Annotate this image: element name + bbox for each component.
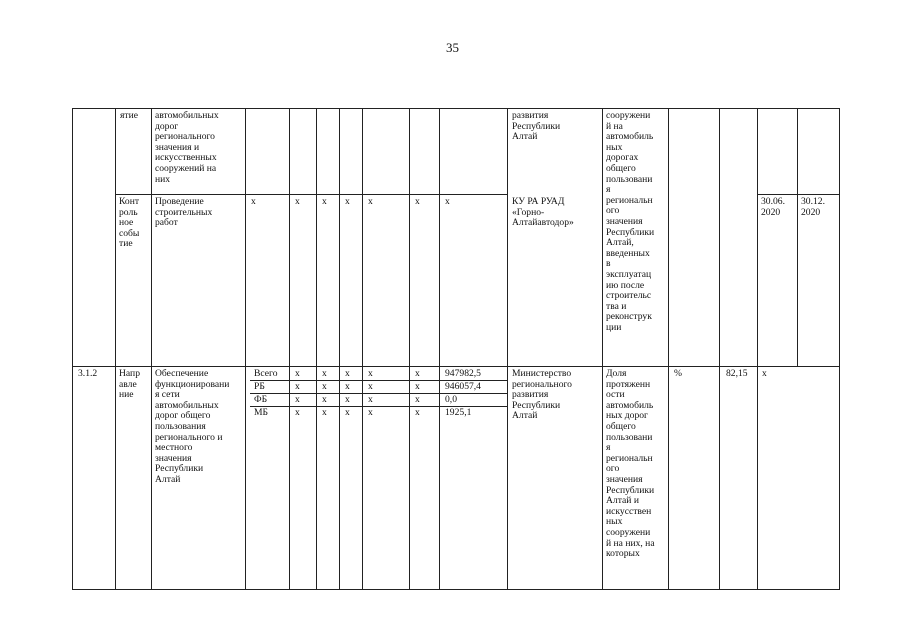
funding-x: х: [368, 408, 373, 418]
funding-source: МБ: [254, 408, 269, 418]
funding-value: 0,0: [445, 395, 457, 405]
table-border-top: [72, 108, 840, 109]
row-divider: [757, 194, 840, 195]
column-divider: [115, 108, 116, 590]
row3-value: 82,15: [726, 369, 748, 379]
row1-event-name: автомобильных дорог регионального значения и искусственных сооружений на них: [155, 111, 219, 185]
funding-source: Всего: [254, 369, 278, 379]
funding-x: х: [322, 395, 327, 405]
row2-x-mark: х: [415, 197, 420, 207]
funding-x: х: [345, 382, 350, 392]
row2-x-mark: х: [322, 197, 327, 207]
funding-x: х: [295, 408, 300, 418]
table-border-left: [72, 108, 73, 590]
row2-x-mark: х: [295, 197, 300, 207]
row1-event-type: ятие: [120, 111, 138, 121]
funding-x: х: [368, 395, 373, 405]
row1-indicator: сооружени й на автомобиль ных дорогах общего пользовани я региональн ого значения Республики Алтай, введенных в эксплуатац ию после строительс тва и реконструк ции: [606, 111, 655, 333]
funding-source: ФБ: [254, 395, 268, 405]
funding-x: х: [345, 369, 350, 379]
funding-value: 1925,1: [445, 408, 472, 418]
column-divider: [507, 108, 508, 590]
row2-date-end: 30.12. 2020: [801, 197, 825, 218]
row3-responsible: Министерство регионального развития Республики Алтай: [512, 369, 572, 422]
row3-x-mark: х: [762, 369, 767, 379]
row2-date-start: 30.06. 2020: [761, 197, 785, 218]
row2-event-type: Конт роль ное собы тие: [119, 197, 140, 250]
row1-responsible: развития Республики Алтай: [512, 111, 561, 143]
funding-x: х: [415, 395, 420, 405]
table-border-right: [839, 108, 840, 590]
funding-x: х: [322, 369, 327, 379]
funding-x: х: [322, 382, 327, 392]
column-divider: [602, 108, 603, 590]
row2-responsible: КУ РА РУАД «Горно- Алтайавтодор»: [512, 197, 574, 229]
row2-event-name: Проведение строительных работ: [155, 197, 213, 229]
column-divider: [245, 108, 246, 590]
funding-x: х: [322, 408, 327, 418]
column-divider: [797, 108, 798, 367]
row-divider: [72, 366, 840, 367]
row3-event-name: Обеспечение функционировани я сети автомобильных дорог общего пользования регионального и местного значения Республики Алтай: [155, 369, 230, 485]
column-divider: [316, 108, 317, 590]
funding-x: х: [295, 369, 300, 379]
column-divider: [668, 108, 669, 590]
funding-x: х: [345, 408, 350, 418]
funding-x: х: [415, 369, 420, 379]
row2-x-mark: х: [251, 197, 256, 207]
column-divider: [719, 108, 720, 590]
funding-x: х: [368, 382, 373, 392]
row2-x-mark: х: [345, 197, 350, 207]
column-divider: [409, 108, 410, 590]
row2-x-mark: х: [445, 197, 450, 207]
row3-event-type: Напр авле ние: [119, 369, 140, 401]
funding-x: х: [345, 395, 350, 405]
row3-unit: %: [674, 369, 682, 379]
row3-indicator: Доля протяженн ости автомобиль ных дорог общего пользовани я региональн ого значения Республики Алтай и искусствен ных сооружени й на них, на которых: [606, 369, 655, 560]
column-divider: [757, 108, 758, 590]
row-divider: [115, 194, 507, 195]
column-divider: [339, 108, 340, 590]
funding-value: 947982,5: [445, 369, 481, 379]
funding-source: РБ: [254, 382, 265, 392]
column-divider: [289, 108, 290, 590]
row2-x-mark: х: [368, 197, 373, 207]
row3-number: 3.1.2: [78, 369, 98, 379]
funding-x: х: [415, 408, 420, 418]
funding-x: х: [295, 382, 300, 392]
funding-value: 946057,4: [445, 382, 481, 392]
page-number: 35: [446, 40, 459, 55]
column-divider: [362, 108, 363, 590]
funding-x: х: [368, 369, 373, 379]
funding-x: х: [415, 382, 420, 392]
funding-x: х: [295, 395, 300, 405]
column-divider: [439, 108, 440, 590]
column-divider: [151, 108, 152, 590]
table-border-bottom: [72, 589, 840, 590]
